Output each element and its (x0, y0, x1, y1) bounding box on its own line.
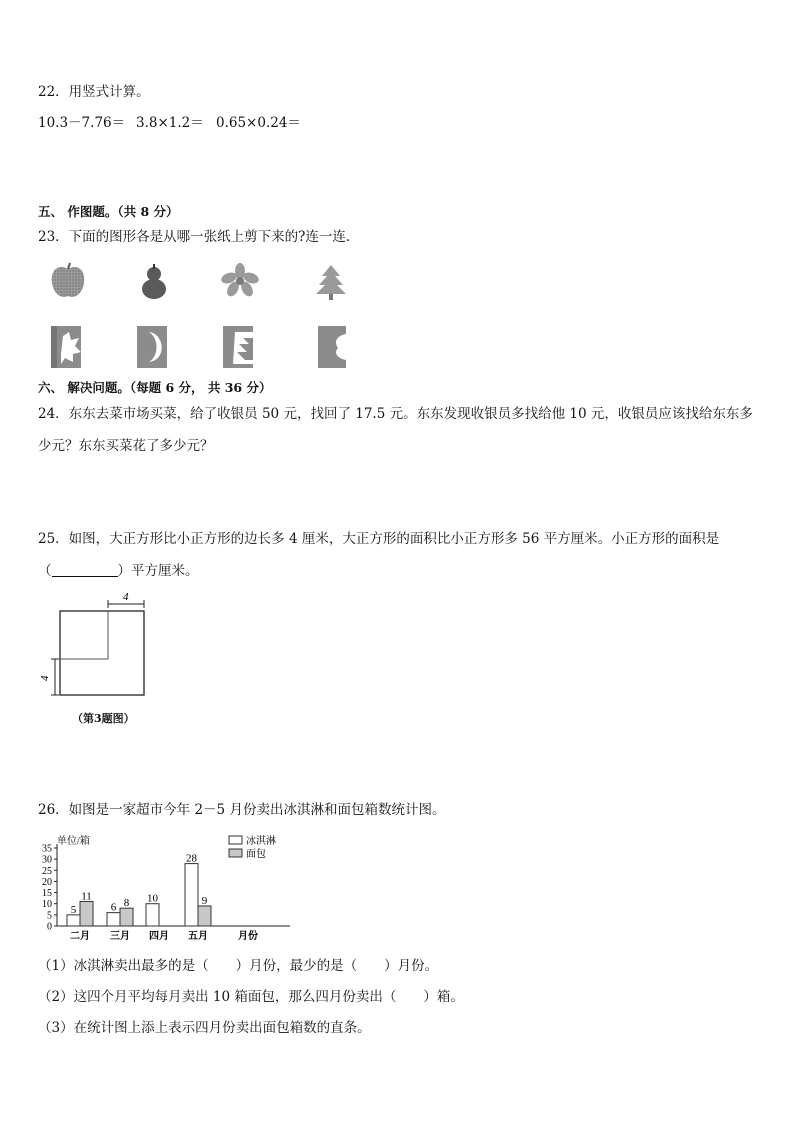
q26-sub3: （3）在统计图上添上表示四月份卖出面包箱数的直条。 (38, 1020, 371, 1036)
q25-line2-rest: ）平方厘米。 (117, 563, 199, 579)
legend-swatch (229, 849, 242, 857)
paper-moon-cutout-icon (137, 326, 167, 368)
y-tick-label: 25 (42, 865, 52, 877)
bar-value-label: 28 (186, 852, 197, 865)
label-left-4: 4 (39, 675, 51, 681)
bar-value-label: 6 (110, 901, 117, 914)
q26-title: 26．如图是一家超市今年 2－5 月份卖出冰淇淋和面包箱数统计图。 (38, 802, 446, 818)
bar-value-label: 11 (81, 890, 92, 903)
legend-swatch (229, 836, 242, 844)
q26-sub1: （1）冰淇淋卖出最多的是（ ）月份，最少的是（ ）月份。 (38, 958, 439, 974)
q24-line2: 少元？东东买菜花了多少元？ (38, 438, 214, 454)
figure-caption: （第3题图） (72, 712, 135, 725)
apple-shape-icon (48, 261, 88, 301)
paper-round-cutout-icon (318, 326, 346, 368)
bar-value-label: 9 (201, 894, 208, 907)
q25-line2 (38, 561, 199, 581)
x-axis-label: 月份 (238, 931, 258, 942)
gourd-shape-icon (136, 262, 172, 302)
flower-shape-icon (220, 262, 260, 298)
chart-ylabel: 单位/箱 (57, 836, 90, 847)
q26-sub2: （2）这四个月平均每月卖出 10 箱面包，那么四月份卖出（ ）箱。 (38, 989, 464, 1005)
tree-shape-icon (314, 263, 348, 301)
bar-value-label: 5 (70, 903, 77, 916)
section-6-title: 六、 解决问题。（每题 6 分， 共 36 分） (38, 380, 272, 395)
q25-answer-blank[interactable] (52, 562, 118, 577)
squares-figure (36, 588, 156, 700)
small-square (60, 611, 108, 659)
label-top-4: 4 (123, 591, 129, 603)
y-tick-label: 30 (42, 854, 52, 866)
x-tick-label: 五月 (188, 931, 208, 942)
x-tick-label: 二月 (70, 931, 90, 942)
y-tick-label: 5 (47, 910, 52, 922)
paper-tree-cutout-icon (223, 326, 253, 368)
bar-bread (80, 901, 93, 926)
bars-group (67, 853, 211, 926)
legend-label: 冰淇淋 (246, 836, 276, 847)
y-tick-label: 35 (42, 843, 52, 855)
x-labels (70, 929, 258, 942)
bar-icecream (185, 864, 198, 926)
section-5-title: 五、 作图题。（共 8 分） (38, 204, 179, 219)
bar-chart (36, 828, 326, 948)
chart-legend (229, 834, 276, 860)
bar-bread (120, 908, 133, 926)
q24-line1: 24．东东去菜市场买菜，给了收银员 50 元，找回了 17.5 元。东东发现收银员多找给他 10 元，收银员应该找给东东多 (38, 406, 753, 422)
bar-bread (198, 906, 211, 926)
q22-expr-1: 10.3－7.76＝ (38, 115, 126, 131)
legend-label: 面包 (246, 849, 266, 860)
x-tick-label: 四月 (149, 931, 169, 942)
bar-value-label: 8 (123, 897, 130, 910)
paper-leaf-cutout-icon (51, 326, 81, 368)
q25-line1: 25．如图，大正方形比小正方形的边长多 4 厘米，大正方形的面积比小正方形多 56 平方厘米。小正方形的面积是 (38, 531, 720, 547)
q23-title: 23．下面的图形各是从哪一张纸上剪下来的?连一连． (38, 229, 360, 245)
q22-title: 22．用竖式计算。 (38, 84, 150, 100)
q22-expr-2: 3.8×1.2＝ (136, 115, 204, 131)
y-tick-label: 20 (42, 876, 52, 888)
bar-icecream (67, 915, 80, 926)
bar-value-label: 10 (147, 892, 158, 905)
bar-icecream (107, 913, 120, 926)
big-square (60, 611, 144, 695)
bar-icecream (146, 904, 159, 926)
q25-blank-open: （ (38, 563, 52, 579)
q22-expr-3: 0.65×0.24＝ (216, 115, 301, 131)
y-tick-label: 0 (47, 921, 52, 933)
y-tick-label: 10 (42, 899, 52, 911)
x-tick-label: 三月 (110, 931, 130, 942)
y-tick-label: 15 (42, 888, 52, 900)
